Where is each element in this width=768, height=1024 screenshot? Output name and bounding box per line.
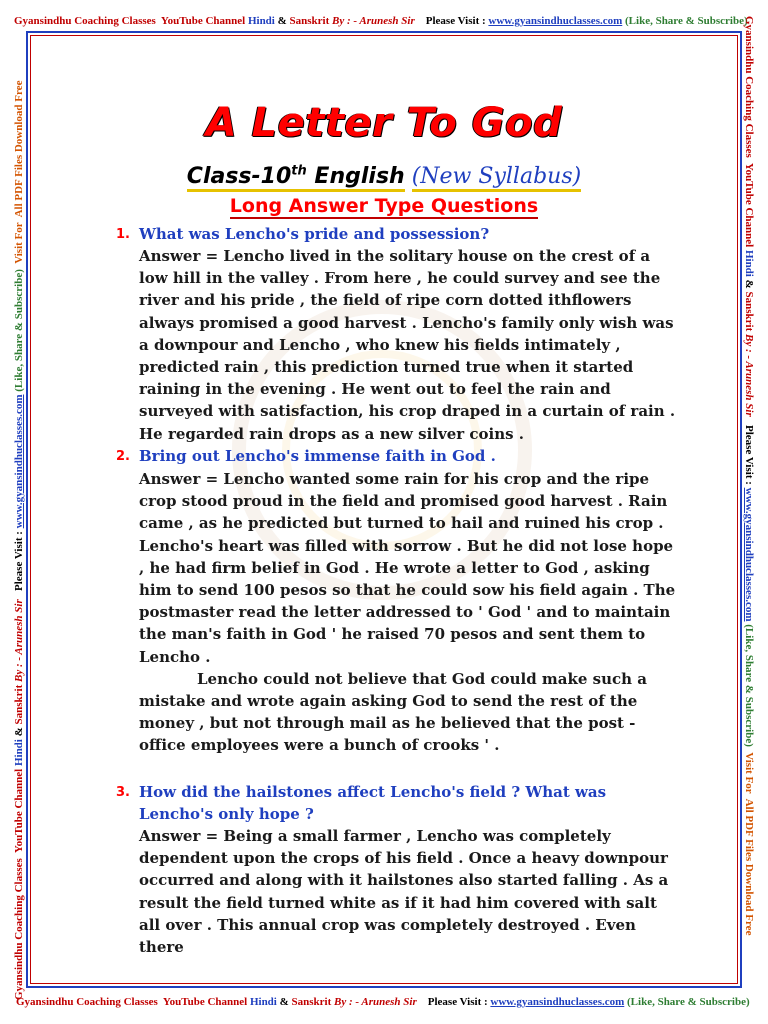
banner-youtube: YouTube Channel — [160, 15, 246, 27]
banner-visit-for: Visit For — [13, 222, 25, 264]
banner-amp: & — [279, 996, 289, 1008]
class-label — [187, 164, 405, 192]
banner-hindi: Hindi — [249, 996, 277, 1008]
banner-site-link[interactable]: www.gyansindhuclasses.com — [743, 487, 755, 622]
bottom-banner — [16, 995, 750, 1009]
banner-hindi: Hindi — [13, 739, 25, 767]
question-text: What was Lencho's pride and possession? — [139, 225, 490, 243]
subject: English — [314, 164, 405, 190]
banner-visit-for: Visit For — [743, 752, 755, 794]
top-banner — [14, 14, 748, 28]
banner-amp: & — [277, 15, 287, 27]
class-number: Class-10 — [186, 164, 292, 190]
banner-by: By : - Arunesh Sir — [743, 334, 755, 417]
banner-coaching: Gyansindhu Coaching Classes — [14, 15, 156, 27]
banner-coaching: Gyansindhu Coaching Classes — [13, 858, 25, 1000]
banner-like: (Like, Share & Subscribe) — [743, 624, 755, 747]
banner-pdf: All PDF Files Download Free — [743, 798, 755, 936]
page-subtitle — [0, 157, 768, 192]
banner-sanskrit: Sanskrit — [743, 291, 755, 332]
section-title-text: Long Answer Type Questions — [229, 195, 539, 217]
banner-site-link[interactable]: www.gyansindhuclasses.com — [488, 15, 623, 27]
banner-site-link[interactable]: www.gyansindhuclasses.com — [13, 394, 25, 529]
question-text: How did the hailstones affect Lencho's field ? What was Lencho's only hope ? — [139, 783, 607, 823]
banner-coaching: Gyansindhu Coaching Classes — [16, 996, 158, 1008]
answer-text — [139, 468, 679, 757]
banner-youtube: YouTube Channel — [13, 768, 25, 854]
banner-pdf: All PDF Files Download Free — [13, 80, 25, 218]
page-title: A Letter To God — [205, 100, 563, 146]
question-number: 3. — [116, 785, 130, 800]
answer-text — [139, 245, 679, 445]
banner-coaching: Gyansindhu Coaching Classes — [743, 16, 755, 158]
banner-sanskrit: Sanskrit — [13, 684, 25, 725]
banner-amp: & — [13, 727, 25, 737]
banner-visit: Please Visit : — [743, 425, 755, 485]
section-title — [0, 192, 768, 220]
question-number: 1. — [116, 227, 130, 242]
class-sup: th — [291, 164, 307, 179]
banner-visit: Please Visit : — [427, 996, 488, 1008]
answer-paragraph: Answer = Lencho wanted some rain for his crop and the ripe crop stood proud in the field and promised good harvest . Rain came , as he predicted but turned to hail and ruined his crop . Lencho's heart was filled with sorrow . But he did not lose hope , he had firm belief in God . He wrote a letter to God , asking him to send 100 pesos so that he could sow his field again . The postmaster read the letter addressed to ' God ' and to maintain the man's faith in God ' he raised 70 pesos and sent them to Lencho . — [139, 470, 681, 666]
banner-sanskrit: Sanskrit — [291, 996, 332, 1008]
banner-by: By : - Arunesh Sir — [13, 599, 25, 682]
right-banner — [742, 16, 756, 935]
question-text: Bring out Lencho's immense faith in God . — [139, 447, 496, 465]
banner-youtube: YouTube Channel — [162, 996, 248, 1008]
banner-by: By : - Arunesh Sir — [334, 996, 417, 1008]
banner-hindi: Hindi — [743, 249, 755, 277]
banner-sanskrit: Sanskrit — [289, 15, 330, 27]
answer-paragraph: Answer = Being a small farmer , Lencho was completely dependent upon the crops of his field . Once a heavy downpour occurred and along with it hailstones also started falling . As a result the field turned white as if it had him covered with salt all over . This annual crop was completely destroyed . Even there — [139, 827, 674, 957]
banner-youtube: YouTube Channel — [743, 162, 755, 248]
answer-text — [139, 825, 679, 958]
answer-paragraph: Lencho could not believe that God could make such a mistake and wrote again asking God to send the rest of the money , but not through mail as he believed that the post - office employees were a bunch of crooks ' . — [139, 669, 653, 755]
banner-like: (Like, Share & Subscribe) — [627, 996, 750, 1008]
banner-visit: Please Visit : — [425, 15, 486, 27]
banner-hindi: Hindi — [247, 15, 275, 27]
banner-by: By : - Arunesh Sir — [332, 15, 415, 27]
banner-amp: & — [743, 279, 755, 289]
banner-like: (Like, Share & Subscribe) — [625, 15, 748, 27]
syllabus: (New Syllabus) — [412, 164, 582, 192]
banner-visit: Please Visit : — [13, 531, 25, 591]
banner-like: (Like, Share & Subscribe) — [13, 269, 25, 392]
answer-paragraph: Answer = Lencho lived in the solitary house on the crest of a low hill in the valley . From here , he could survey and see the river and his pride , the field of ripe corn dotted ithflowers always promised a good harvest . Lencho's family only wish was a downpour and Lencho , who knew his fields intimately , predicted rain , this prediction turned true when it started raining in the evening . He went out to feel the rain and surveyed with satisfaction, his crop draped in a curtain of rain . He regarded rain drops as a new silver coins . — [139, 247, 681, 443]
banner-site-link[interactable]: www.gyansindhuclasses.com — [490, 996, 625, 1008]
question-number: 2. — [116, 449, 130, 464]
